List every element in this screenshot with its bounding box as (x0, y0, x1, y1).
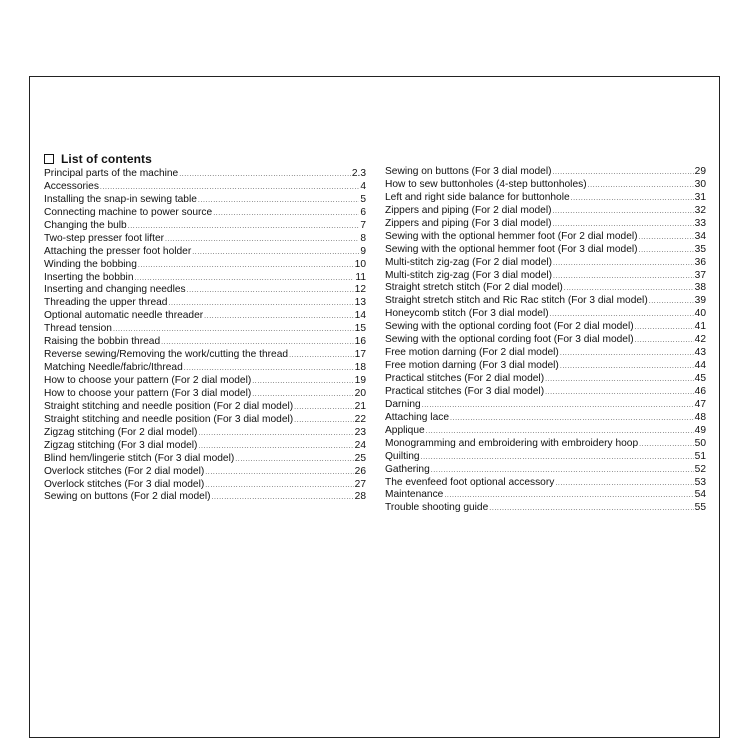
toc-entry-page: 40 (694, 308, 706, 320)
toc-entry-title: Threading the upper thread (44, 297, 168, 309)
toc-entry (385, 231, 706, 244)
dot-leader (289, 350, 354, 363)
toc-entry-title: Free motion darning (For 2 dial model) (385, 347, 559, 359)
toc-entry-title: Attaching lace (385, 411, 449, 423)
toc-entry-title: How to choose your pattern (For 3 dial model) (44, 387, 252, 399)
toc-entry-page: 5 (360, 193, 366, 205)
toc-entry-title: Winding the bobbing (44, 258, 137, 270)
dot-leader (560, 361, 694, 374)
dot-leader (421, 452, 694, 465)
toc-entry (385, 464, 706, 477)
toc-entry-title: Blind hem/lingerie stitch (For 3 dial model) (44, 452, 235, 464)
checkbox-square-icon (44, 154, 54, 164)
toc-entry (385, 244, 706, 257)
toc-entry (44, 207, 366, 220)
toc-entry-title: The evenfeed foot optional accessory (385, 476, 555, 488)
dot-leader (422, 400, 694, 413)
toc-entry (44, 310, 366, 323)
toc-entry (385, 399, 706, 412)
toc-entry-page: 33 (694, 217, 706, 229)
toc-entry (385, 360, 706, 373)
toc-entry (385, 412, 706, 425)
toc-entry (44, 362, 366, 375)
toc-entry (44, 491, 366, 504)
toc-entry-page: 29 (694, 166, 706, 177)
toc-entry-title: Principal parts of the machine (44, 168, 179, 179)
toc-entry (385, 451, 706, 464)
dot-leader (138, 260, 354, 273)
toc-entry-page: 50 (694, 437, 706, 449)
toc-entry-page: 43 (694, 347, 706, 359)
toc-entry (44, 375, 366, 388)
dot-leader (192, 247, 359, 260)
toc-entry-page: 15 (354, 323, 366, 335)
toc-entry (44, 414, 366, 427)
toc-entry (44, 181, 366, 194)
toc-entry (385, 502, 706, 515)
toc-entry (385, 425, 706, 438)
toc-entry-page: 4 (360, 180, 366, 192)
toc-entry-title: Multi-stitch zig-zag (For 3 dial model) (385, 269, 553, 281)
toc-entry-page: 52 (694, 463, 706, 475)
toc-entry-page: 24 (354, 439, 366, 451)
toc-entry-page: 25 (354, 452, 366, 464)
toc-entry (385, 334, 706, 347)
toc-entry (44, 259, 366, 272)
toc-entry (385, 386, 706, 399)
toc-entry-page: 27 (354, 478, 366, 490)
toc-entry-title: Gathering (385, 463, 430, 475)
toc-entry-page: 48 (694, 411, 706, 423)
dot-leader (198, 428, 353, 441)
dot-leader (545, 387, 694, 400)
toc-entry-title: Sewing with the optional hemmer foot (For 2 dial model) (385, 230, 638, 242)
toc-entry-title: Applique (385, 424, 425, 436)
dot-leader (555, 478, 693, 491)
toc-entry-title: Quilting (385, 450, 420, 462)
dot-leader (205, 480, 353, 493)
toc-entry-title: Monogramming and embroidering with embroidery hoop (385, 437, 639, 449)
toc-entry-page: 55 (694, 502, 706, 514)
toc-entry-title: Inserting and changing needles (44, 284, 186, 296)
toc-entry (44, 479, 366, 492)
toc-entry-title: Multi-stitch zig-zag (For 2 dial model) (385, 256, 553, 268)
dot-leader (639, 245, 694, 258)
toc-entry (44, 336, 366, 349)
toc-entry-page: 41 (694, 321, 706, 333)
contents-heading (44, 152, 152, 166)
toc-entry (44, 220, 366, 233)
dot-leader (213, 208, 359, 221)
toc-entry (385, 270, 706, 283)
toc-entry (385, 192, 706, 205)
dot-leader (489, 503, 693, 516)
toc-entry (385, 489, 706, 502)
toc-entry-page: 6 (360, 206, 366, 218)
toc-entry (385, 347, 706, 360)
dot-leader (211, 492, 353, 505)
toc-entry-page: 19 (354, 375, 366, 386)
toc-entry (385, 166, 706, 179)
toc-entry (385, 295, 706, 308)
dot-leader (639, 439, 694, 452)
toc-entry-page: 49 (694, 424, 706, 436)
toc-entry (44, 440, 366, 453)
toc-entry-title: Straight stitching and needle position (For 2 dial model) (44, 400, 294, 412)
toc-entry (44, 246, 366, 259)
toc-entry-title: Straight stitching and needle position (For 3 dial model) (44, 413, 294, 425)
dot-leader (639, 232, 694, 245)
toc-entry-page: 36 (694, 256, 706, 268)
toc-entry-title: Two-step presser foot lifter (44, 232, 165, 244)
toc-entry (44, 284, 366, 297)
toc-entry-title: Inserting the bobbin (44, 271, 134, 283)
toc-left-column (44, 168, 366, 504)
toc-entry-title: Raising the bobbin thread (44, 336, 161, 348)
dot-leader (450, 413, 694, 426)
toc-entry-title: Sewing with the optional cording foot (For 2 dial model) (385, 321, 634, 333)
toc-entry (385, 282, 706, 295)
dot-leader (588, 180, 694, 193)
dot-leader (252, 376, 353, 389)
toc-entry-title: Overlock stitches (For 2 dial model) (44, 465, 205, 477)
toc-entry-page: 42 (694, 334, 706, 346)
dot-leader (560, 348, 694, 361)
dot-leader (179, 169, 351, 182)
toc-entry-title: Accessories (44, 180, 99, 192)
toc-entry-title: Maintenance (385, 489, 444, 501)
toc-entry-page: 30 (694, 178, 706, 190)
toc-entry (385, 321, 706, 334)
toc-entry (385, 257, 706, 270)
toc-entry-title: Straight stretch stitch (For 2 dial model) (385, 282, 563, 294)
toc-entry-page: 23 (354, 426, 366, 438)
toc-entry-page: 18 (354, 362, 366, 374)
toc-entry-title: Changing the bulb (44, 219, 127, 231)
toc-entry-title: Darning (385, 398, 421, 410)
toc-entry-title: Trouble shooting guide (385, 502, 489, 514)
toc-entry-page: 28 (354, 491, 366, 503)
dot-leader (571, 193, 694, 206)
toc-entry-title: Sewing on buttons (For 3 dial model) (385, 166, 552, 177)
toc-entry-page: 17 (354, 349, 366, 361)
toc-entry (385, 438, 706, 451)
toc-entry-title: Overlock stitches (For 3 dial model) (44, 478, 205, 490)
toc-entry-title: Matching Needle/fabric/Ithread (44, 362, 183, 374)
dot-leader (553, 258, 694, 271)
toc-entry-title: Sewing with the optional hemmer foot (For 3 dial model) (385, 243, 638, 255)
heading-text: List of contents (61, 152, 152, 166)
dot-leader (235, 454, 353, 467)
toc-entry-page: 14 (354, 310, 366, 322)
toc-entry-page: 16 (354, 336, 366, 348)
toc-entry-page: 45 (694, 373, 706, 384)
toc-entry-page: 47 (694, 398, 706, 410)
toc-entry-page: 34 (694, 230, 706, 242)
toc-entry (385, 179, 706, 192)
toc-entry (44, 401, 366, 414)
dot-leader (294, 402, 353, 415)
toc-entry (44, 466, 366, 479)
toc-entry-title: Zippers and piping (For 2 dial model) (385, 204, 552, 216)
toc-entry-page: 7 (360, 219, 366, 231)
toc-entry-page: 32 (694, 204, 706, 216)
toc-entry (44, 272, 366, 285)
toc-entry-page: 37 (694, 269, 706, 281)
toc-entry-page: 2.3 (351, 168, 366, 179)
dot-leader (198, 195, 359, 208)
toc-entry-title: Left and right side balance for buttonhole (385, 191, 570, 203)
toc-entry-title: Practical stitches (For 3 dial model) (385, 385, 545, 397)
toc-entry-title: Honeycomb stitch (For 3 dial model) (385, 308, 549, 320)
toc-entry-page: 54 (694, 489, 706, 501)
toc-entry (385, 373, 706, 386)
dot-leader (552, 206, 693, 219)
toc-entry-page: 53 (694, 476, 706, 488)
toc-entry-title: Connecting machine to power source (44, 206, 213, 218)
toc-right-column (385, 166, 706, 515)
dot-leader (294, 415, 353, 428)
dot-leader (649, 296, 694, 309)
toc-entry-title: Straight stretch stitch and Ric Rac stitch (For 3 dial model) (385, 295, 648, 307)
toc-entry (385, 218, 706, 231)
dot-leader (204, 311, 354, 324)
toc-entry-page: 44 (694, 360, 706, 372)
toc-entry (44, 453, 366, 466)
toc-entry-page: 12 (354, 284, 366, 296)
toc-entry-title: Free motion darning (For 3 dial model) (385, 360, 559, 372)
dot-leader (165, 234, 359, 247)
toc-entry-title: Attaching the presser foot holder (44, 245, 192, 257)
toc-entry (385, 477, 706, 490)
toc-entry-page: 20 (354, 387, 366, 399)
toc-entry-page: 8 (360, 232, 366, 244)
toc-entry-page: 39 (694, 295, 706, 307)
toc-entry (44, 388, 366, 401)
dot-leader (187, 285, 354, 298)
toc-entry (44, 194, 366, 207)
toc-entry-title: Thread tension (44, 323, 112, 335)
dot-leader (545, 374, 694, 387)
toc-entry (44, 427, 366, 440)
toc-entry-page: 51 (694, 450, 706, 462)
toc-entry (385, 205, 706, 218)
dot-leader (635, 322, 694, 335)
toc-entry-page: 22 (354, 413, 366, 425)
dot-leader (553, 271, 694, 284)
toc-entry (44, 297, 366, 310)
toc-entry-title: Sewing with the optional cording foot (For 3 dial model) (385, 334, 634, 346)
toc-entry-page: 26 (354, 465, 366, 477)
toc-entry-title: Optional automatic needle threader (44, 310, 204, 322)
toc-entry-title: Zigzag stitching (For 2 dial model) (44, 426, 198, 438)
toc-entry-title: Practical stitches (For 2 dial model) (385, 373, 545, 384)
toc-entry-title: Zippers and piping (For 3 dial model) (385, 217, 552, 229)
toc-entry-title: Installing the snap-in sewing table (44, 193, 197, 205)
toc-entry-page: 46 (694, 385, 706, 397)
toc-entry-title: Zigzag stitching (For 3 dial model) (44, 439, 198, 451)
toc-entry-page: 21 (354, 400, 366, 412)
toc-entry-title: How to sew buttonholes (4-step buttonholes) (385, 178, 587, 190)
toc-entry (385, 308, 706, 321)
toc-entry-page: 35 (694, 243, 706, 255)
toc-entry-page: 10 (354, 258, 366, 270)
toc-entry-page: 13 (354, 297, 366, 309)
toc-entry-title: Reverse sewing/Removing the work/cutting the thread (44, 349, 289, 361)
toc-entry (44, 233, 366, 246)
dot-leader (205, 467, 353, 480)
toc-entry-title: How to choose your pattern (For 2 dial model) (44, 375, 252, 386)
toc-entry-page: 38 (694, 282, 706, 294)
dot-leader (635, 335, 694, 348)
toc-entry (44, 168, 366, 181)
toc-entry-title: Sewing on buttons (For 2 dial model) (44, 491, 211, 503)
toc-entry (44, 323, 366, 336)
toc-entry (44, 349, 366, 362)
toc-entry-page: 11 (355, 271, 366, 283)
toc-entry-page: 9 (360, 245, 366, 257)
toc-entry-page: 31 (694, 191, 706, 203)
